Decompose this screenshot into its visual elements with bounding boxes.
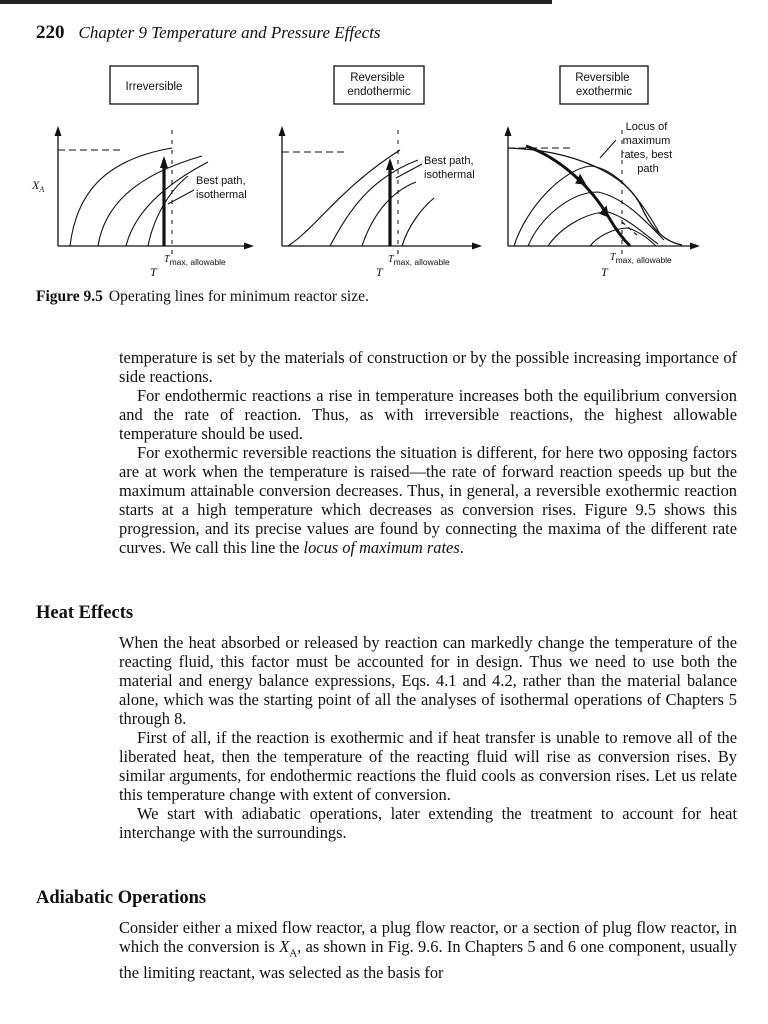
- panel-2-tick-label: $T_{max, allowable}$: [388, 254, 450, 267]
- paragraph-heat-1: When the heat absorbed or released by reaction can markedly change the temperature of the reacting fluid, this factor must be accounted for in design. Thus we need to use both the material and energy balance expressions, Eqs. 4.1 and 4.2, rather than the material balance alone, which was the starting point of all the analyses of isothermal operations of Chapters 5 through 8.: [119, 633, 737, 728]
- panel-2-leader: [396, 164, 422, 178]
- panel-3-box-label: Reversible exothermic: [575, 72, 633, 98]
- panel-1-x-label: T: [150, 265, 157, 279]
- heat-effects-text: [119, 633, 737, 842]
- exo-main: For exothermic reversible reactions the situation is different, for here two opposing factors are at work when the temperature is raised—the rate of forward reaction speeds up but the maximum attainable conversion decreases. Thus, in general, a reversible exothermic reaction starts at a high temperature which decreases as conversion rises. Figure 9.5 shows this progression, and its precise values are found by connecting the maxima of the different rate curves. We call this line the: [119, 443, 737, 557]
- panel-1-y-label: $X_A$: [32, 178, 45, 194]
- panel-3-leader: [600, 140, 616, 158]
- caption-text: Operating lines for minimum reactor size.: [108, 288, 369, 305]
- exo-end: .: [459, 538, 464, 557]
- panel-1-path-arrow: [160, 156, 168, 168]
- figure-9-5: [30, 58, 710, 286]
- panel-2-annotation: Best path, isothermal: [424, 155, 475, 181]
- caption-number: Figure 9.5: [36, 288, 103, 305]
- running-header: [36, 22, 381, 44]
- adiabatic-text: [119, 918, 737, 982]
- panel-3-tick-label: $T_{max, allowable}$: [610, 252, 672, 265]
- panel-1-tick-label: $T_{max, allowable}$: [164, 254, 226, 267]
- chapter-title: Chapter 9 Temperature and Pressure Effects: [78, 23, 381, 42]
- paragraph-exothermic: [119, 443, 737, 557]
- adiabatic-start: Consider either a mixed flow reactor, a plug flow reactor, or a section of plug flow reactor, in which the conversion is: [119, 918, 737, 956]
- adiabatic-var-sub: A: [289, 947, 298, 960]
- adiabatic-end: , as shown in Fig. 9.6. In Chapters 5 and 6 one component, usually the limiting reactant, was selected as the basis for: [119, 937, 737, 983]
- panel-2-axes: [279, 126, 483, 250]
- paragraph-heat-3: We start with adiabatic operations, later extending the treatment to account for heat interchange with the surroundings.: [119, 804, 737, 842]
- figure-caption: [36, 288, 369, 306]
- heading-heat-effects: Heat Effects: [36, 603, 134, 623]
- panel-2-x-label: T: [376, 265, 383, 279]
- paragraph-adiabatic: [119, 918, 737, 982]
- top-rule: [0, 0, 552, 4]
- paragraph-heat-2: First of all, if the reaction is exothermic and if heat transfer is unable to remove all of the liberated heat, then the temperature of the reacting fluid will rise as conversion rises. By similar arguments, for endothermic reactions the fluid cools as conversion rises. Let us relate this temperature change with extent of conversion.: [119, 728, 737, 804]
- exo-italic: locus of maximum rates: [303, 538, 460, 557]
- panel-2-rate-curves: [288, 150, 434, 246]
- panel-3-annotation: Locus of maximum rates, best path: [620, 121, 673, 175]
- panel-2-path-arrow: [386, 158, 394, 170]
- paragraph-continued: temperature is set by the materials of construction or by the possible increasing importance of side reactions.: [119, 348, 737, 386]
- panel-3-extension: [622, 222, 638, 236]
- panel-2-box-label: Reversible endothermic: [347, 72, 411, 98]
- panel-1-axes: [55, 126, 255, 250]
- adiabatic-var: X: [279, 937, 290, 956]
- panel-1-rate-curves: [70, 148, 208, 246]
- heading-adiabatic: Adiabatic Operations: [36, 888, 207, 908]
- figure-svg: [30, 58, 710, 286]
- page-number: 220: [36, 22, 65, 43]
- panel-1-annotation: Best path, isothermal: [196, 175, 247, 201]
- panel-3-x-label: T: [601, 265, 608, 279]
- intro-text: [119, 348, 737, 557]
- paragraph-endothermic: For endothermic reactions a rise in temperature increases both the equilibrium conversion and the rate of reaction. Thus, as with irreversible reactions, the highest allowable temperature should be used.: [119, 386, 737, 443]
- panel-1-box-label: Irreversible: [125, 81, 183, 93]
